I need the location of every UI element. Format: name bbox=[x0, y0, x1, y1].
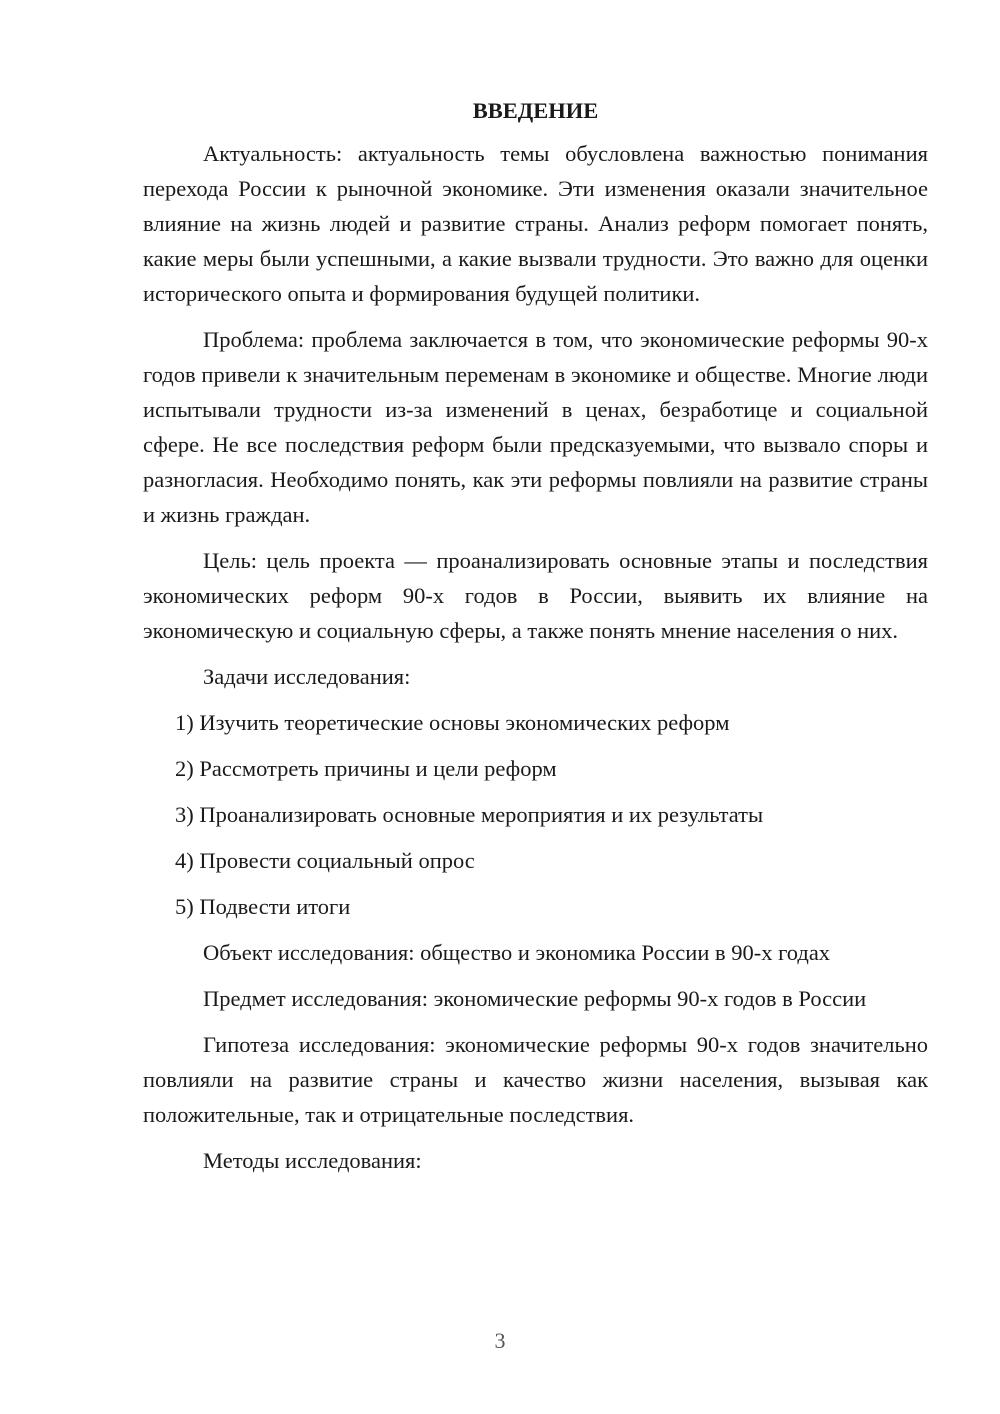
task-item-2: 2) Рассмотреть причины и цели реформ bbox=[175, 756, 557, 781]
page-number: 3 bbox=[494, 1328, 506, 1353]
document-page bbox=[143, 96, 928, 1189]
task-item-3: 3) Проанализировать основные мероприятия и их результаты bbox=[175, 802, 764, 827]
document-title: ВВЕДЕНИЕ bbox=[472, 98, 599, 123]
paragraph-object: Объект исследования: общество и экономика России в 90-х годах bbox=[203, 940, 831, 965]
task-item-4: 4) Провести социальный опрос bbox=[175, 848, 475, 873]
paragraph-hypothesis: Гипотеза исследования: экономические реформы 90-х годов значительно повлияли на развитие страны и качество жизни населения, вызывая как положительные, так и отрицательные последствия. bbox=[143, 1032, 928, 1127]
paragraph-goal: Цель: цель проекта — проанализировать основные этапы и последствия экономических реформ 90-х годов в России, выявить их влияние на экономическую и социальную сферы, а также понять мнение населения о них. bbox=[143, 548, 928, 643]
task-item-5: 5) Подвести итоги bbox=[175, 894, 351, 919]
tasks-heading: Задачи исследования: bbox=[203, 664, 411, 689]
task-item-1: 1) Изучить теоретические основы экономических реформ bbox=[175, 710, 730, 735]
paragraph-problem: Проблема: проблема заключается в том, что экономические реформы 90-х годов привели к значительным переменам в экономике и обществе. Многие люди испытывали трудности из-за изменений в ценах, безработице и социальной сфере. Не все последствия реформ были предсказуемыми, что вызвало споры и разногласия. Необходимо понять, как эти реформы повлияли на развитие страны и жизнь граждан. bbox=[143, 327, 928, 527]
paragraph-subject: Предмет исследования: экономические реформы 90-х годов в России bbox=[203, 986, 867, 1011]
paragraph-methods: Методы исследования: bbox=[203, 1148, 422, 1173]
paragraph-relevance: Актуальность: актуальность темы обусловлена важностью понимания перехода России к рыночной экономике. Эти изменения оказали значительное влияние на жизнь людей и развитие страны. Анализ реформ помогает понять, какие меры были успешными, а какие вызвали трудности. Это важно для оценки исторического опыта и формирования будущей политики. bbox=[143, 141, 928, 306]
